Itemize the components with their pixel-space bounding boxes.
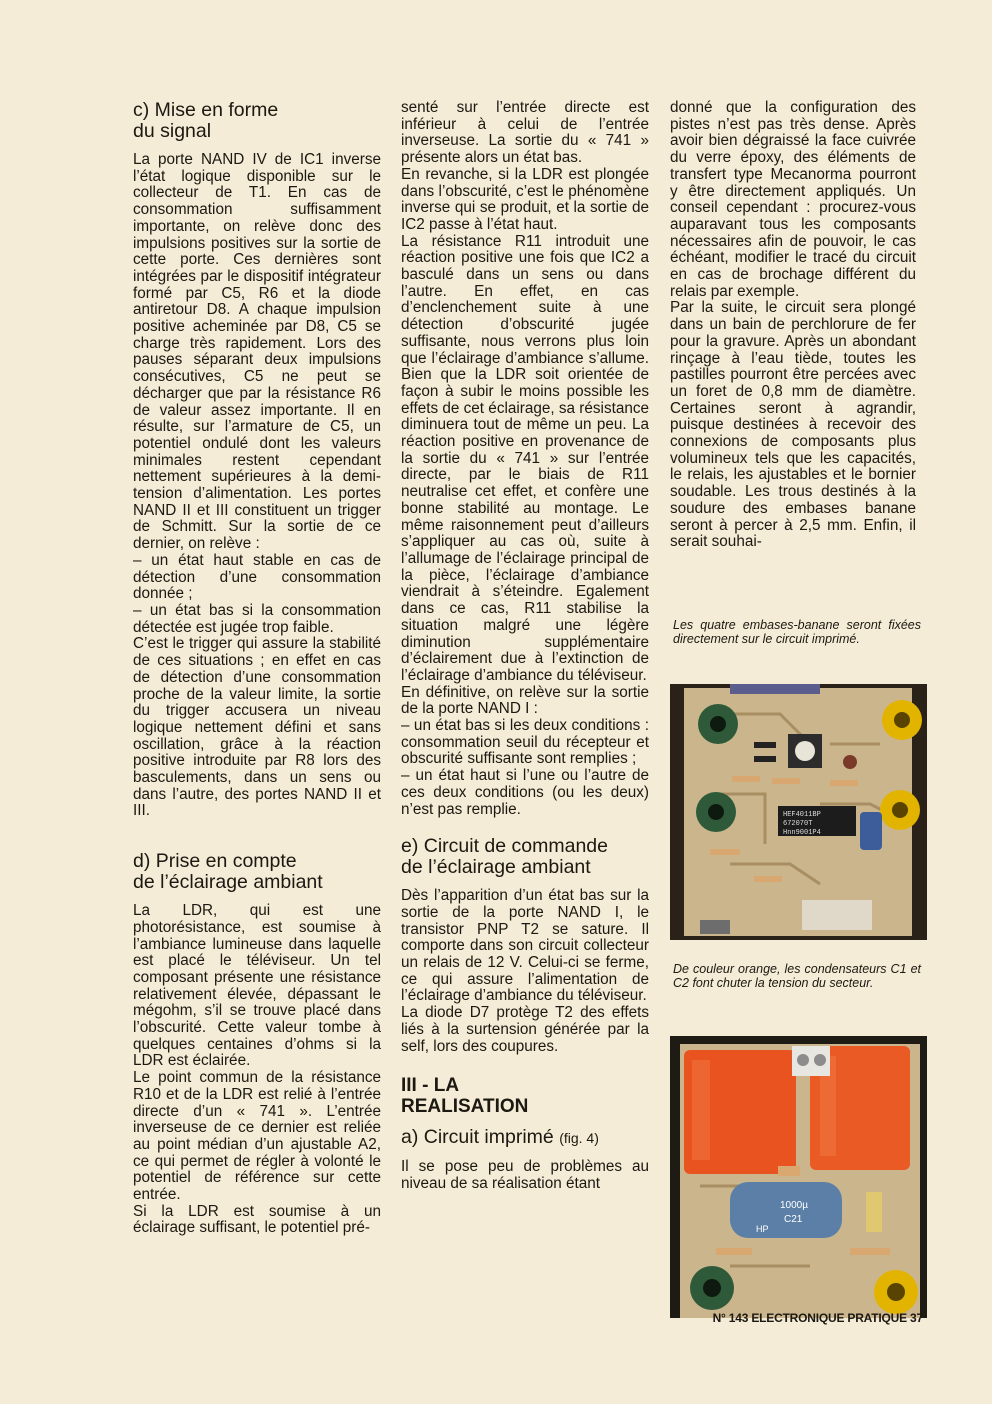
paragraph: senté sur l’entrée directe est inférieur à celui de l’entrée inverseuse. La sortie du « 741 » présente alors un état bas. (401, 99, 649, 167)
paragraph: La LDR, qui est une photorésistance, est soumise à l’ambiance lumineuse dans laquelle est placé le téléviseur. Un tel composant présente une résistance relativement élevée, dépassant le mégohm, s’il se trouve placé dans l’obscurité. Cette valeur tombe à quelques centaines d’ohms si la LDR est éclairée. (133, 902, 381, 1070)
banana-socket-green-top (698, 704, 738, 744)
column-2 (401, 100, 649, 1193)
section-a-title: a) Circuit imprimé (401, 1126, 554, 1149)
part-iii-title-line1: III - LA (401, 1075, 460, 1097)
pcb-photo-banana-sockets (670, 684, 927, 940)
column-1 (133, 100, 381, 1237)
photo-caption-2: De couleur orange, les condensateurs C1 et C2 font chuter la tension du secteur. (673, 962, 921, 990)
section-d-title-line1: d) Prise en compte (133, 850, 297, 873)
paragraph: – un état bas si les deux conditions : consommation seuil du récepteur et obscurité suffisante sont remplies ; (401, 717, 649, 768)
paragraph: donné que la configuration des pistes n’est pas très dense. Après avoir bien dégraissé la face cuivrée du verre époxy, des éléments de transfert type Mecanorma pourront y être directement appliqués. Un conseil cependant : procurez-vous auparavant tous les composants nécessaires afin de pouvoir, le cas échéant, modifier le tracé du circuit en cas de brochage différent du relais par exemple. (670, 99, 916, 300)
paragraph: Si la LDR est soumise à un éclairage suffisant, le potentiel pré- (133, 1202, 381, 1237)
figure-reference: (fig. 4) (559, 1130, 599, 1147)
banana-socket-yellow (874, 1270, 918, 1314)
section-a-heading (401, 1127, 649, 1149)
ic-label-3: Hnn9001P4 (783, 829, 821, 837)
paragraph: Par la suite, le circuit sera plongé dans un bain de perchlorure de fer pour la gravure. Après un abondant rinçage à l’eau tiède, toutes les pastilles pourront être percées avec un foret de 0,8 mm de diamètre. Certaines seront à agrandir, puisque destinées à recevoir des connexions de composants plus volumineux tels que les capacités, le relais, les ajustables et le bornier soudable. Les trous destinés à la soudure des embases banane seront à percer à 2,5 mm. Enfin, il serait souhai- (670, 299, 916, 551)
paragraph: – un état haut stable en cas de détection d’une consommation donnée ; (133, 551, 381, 603)
section-c-title-line1: c) Mise en forme (133, 99, 279, 121)
section-e-title-line2: de l’éclairage ambiant (401, 856, 591, 879)
section-d-title-line2: de l’éclairage ambiant (133, 871, 323, 894)
paragraph: Le point commun de la résistance R10 et de la LDR est relié à l’entrée directe d’un « 741 ». L’entrée inverseuse de ce dernier est reliée au point médian d’un ajustable A2, ce qui permet de régler à volonté le potentiel de référence sur cette entrée. (133, 1069, 381, 1204)
paragraph: La diode D7 protège T2 des effets liés à la surtension générée par la self, lors des coupures. (401, 1004, 649, 1055)
paragraph: – un état bas si la consommation détectée est jugée trop faible. (133, 601, 381, 636)
banana-socket-yellow-top (882, 700, 922, 740)
paragraph: En définitive, on relève sur la sortie de la porte NAND I : (401, 683, 649, 718)
part-iii-heading (401, 1075, 649, 1117)
capacitor-illustration (670, 1036, 927, 1318)
relay (802, 900, 872, 930)
page-footer: N° 143 ELECTRONIQUE PRATIQUE 37 (712, 1311, 923, 1325)
ic-label-2: 672070T (783, 820, 813, 828)
paragraph: Dès l’apparition d’un état bas sur la sortie de la porte NAND I, le transistor PNP T2 se sature. Il comporte dans son circuit collecteur un relais de 12 V. Celui-ci se ferme, ce qui assure l’alimentation de l’éclairage d’ambiance du téléviseur. (401, 887, 649, 1005)
paragraph: – un état haut si l’une ou l’autre de ces deux conditions (ou les deux) n’est pas remplie. (401, 767, 649, 818)
capacitor-label-3: HP (756, 1224, 769, 1234)
section-e-title-line1: e) Circuit de commande (401, 835, 608, 858)
pcb-photo-capacitors (670, 1036, 927, 1318)
paragraph: La porte NAND IV de IC1 inverse l’état logique disponible sur le collecteur de T1. En cas de consommation suffisamment importante, on relève donc des impulsions positives sur la sortie de cette porte. Ces dernières sont intégrées par le dispositif intégrateur formé par C5, R6 et la diode antiretour D8. A chaque impulsion positive acheminée par D8, C5 se charge très rapidement. Lors des pauses séparant deux impulsions consécutives, C5 ne peut se décharger que par la résistance R6 de valeur assez importante. Il en résulte, sur l’armature de C5, un potentiel ondulé dont les valeurs minimales restent cependant nettement supérieures à la demi-tension d’alimentation. Les portes NAND II et III constituent un trigger de Schmitt. Sur la sortie de ce dernier, on relève : (133, 151, 381, 553)
banana-socket-green (690, 1266, 734, 1310)
section-d-heading (133, 851, 381, 893)
column-3 (670, 100, 916, 551)
banana-socket-green-bottom (696, 792, 736, 832)
capacitor-label-1: 1000µ (780, 1200, 809, 1211)
paragraph: Il se pose peu de problèmes au niveau de sa réalisation étant (401, 1158, 649, 1192)
paragraph: C’est le trigger qui assure la stabilité de ces situations ; en effet en cas de détection d’une consommation proche de la valeur limite, la sortie du trigger accusera un niveau logique nettement défini et sans oscillation, grâce à la réaction positive introduite par R8 lors des basculements, dans un sens ou dans l’autre, des portes NAND II et III. (133, 635, 381, 820)
photo-caption-1: Les quatre embases-banane seront fixées directement sur le circuit imprimé. (673, 618, 921, 646)
banana-socket-yellow-bottom (880, 790, 920, 830)
section-c-title-line2: du signal (133, 120, 212, 142)
paragraph: La résistance R11 introduit une réaction positive une fois que IC2 a basculé dans un sens ou dans l’autre. En effet, en cas d’enclenchement suite à une détection d’obscurité jugée suffisante, nous verrons plus loin que l’éclairage d’ambiance s’allume. Bien que la LDR soit orientée de façon à subir le moins possible les effets de cet éclairage, sa résistance diminuera tout de même un peu. La réaction positive en provenance de la sortie du « 741 » sur l’entrée directe, par le biais de R11 neutralise cet effet, et confère une bonne stabilité au montage. Le même raisonnement peut d’ailleurs s’appliquer au cas où, suite à l’allumage de l’éclairage principal de la pièce, l’éclairage d’ambiance viendrait à s’éteindre. Egalement dans ce cas, R11 stabilise la situation malgré une légère diminution supplémentaire d’éclairement due à l’extinction de l’éclairage d’ambiance du téléviseur. (401, 232, 650, 684)
section-e-heading (401, 836, 649, 878)
paragraph: En revanche, si la LDR est plongée dans l’obscurité, c’est le phénomène inverse qui se produit, et la sortie de IC2 passe à l’état haut. (401, 165, 649, 233)
capacitor-label-2: C21 (784, 1214, 803, 1225)
part-iii-title-line2: REALISATION (401, 1096, 529, 1118)
pcb-illustration (670, 684, 927, 940)
section-c-heading (133, 100, 381, 142)
ic-label-1: HEF4011BP (783, 811, 821, 819)
